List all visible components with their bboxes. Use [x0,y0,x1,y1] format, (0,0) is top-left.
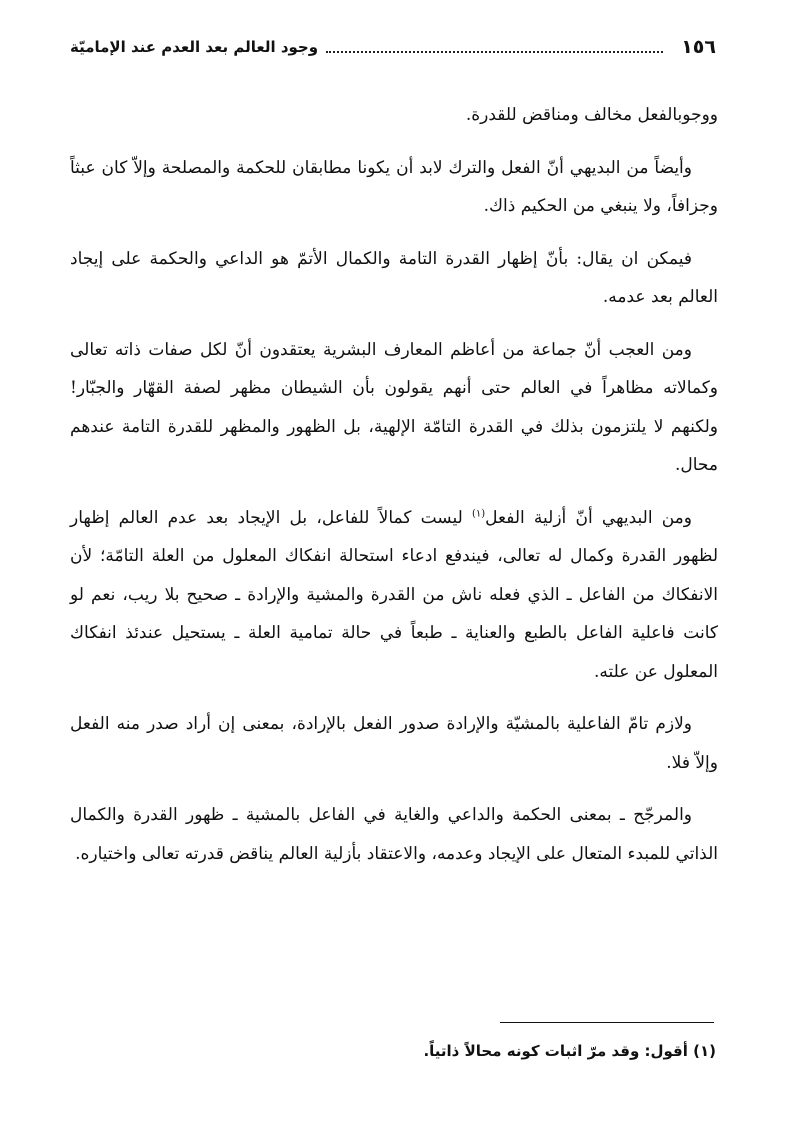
header-dot-leader [326,41,663,53]
paragraph-2: وأيضاً من البديهي أنّ الفعل والترك لابد أن يكونا مطابقان للحكمة والمصلحة وإلاّ كان عبثاً وجزافاً، ولا ينبغي من الحكيم ذاك. [70,157,718,216]
footnote [70,1038,716,1064]
page-number: ١٥٦ [681,36,716,58]
paragraph-3: فيمكن ان يقال: بأنّ إظهار القدرة التامة والكمال الأتمّ هو الداعي والحكمة على إيجاد العالم بعد عدمه. [70,248,718,307]
paragraph-7: والمرجّح ـ بمعنى الحكمة والداعي والغاية في الفاعل بالمشية ـ ظهور القدرة والكمال الذاتي للمبدء المتعال على الإيجاد وعدمه، والاعتقاد بأزلية العالم يناقض قدرته تعالى واختياره. [70,805,718,864]
paragraph-6: ولازم تامّ الفاعلية بالمشيّة والإرادة صدور الفعل بالإرادة، بمعنى إن أراد صدر منه الفعل وإلاّ فلا. [70,714,718,773]
paragraph-4: ومن العجب أنّ جماعة من أعاظم المعارف البشرية يعتقدون أنّ لكل صفات ذاته تعالى وكمالاته مظاهراً في العالم حتى أنهم يقولون بأن الشيطان مظهر لصفة القهّار والجبّار! ولكنهم لا يلتزمون بذلك في القدرة التامّة الإلهية، بل الظهور والمظهر للقدرة التامة عندهم محال. [70,339,718,475]
footnote-number: (١) [693,1042,716,1060]
paragraph-5-start: ومن البديهي أنّ أزلية الفعل [485,507,693,528]
paragraph-1: ووجوبالفعل مخالف ومناقض للقدرة. [465,105,718,125]
paragraph-5 [70,499,718,692]
paragraph-5-end: العالم إظهار لظهور القدرة وكمال له تعالى، فيندفع ادعاء استحالة انفكاك المعلول من العلة التامّة؛ لأن الانفكاك من الفاعل ـ الذي فعله ناش من القدرة والمشية والإرادة ـ صحيح بلا ريب، نعم لو كانت فاعلية الفاعل بالطبع والعناية ـ طبعاً في حالة تمامية العلة ـ يستحيل عندئذ انفكاك المعلول عن علته. [70,507,718,682]
paragraph-5-mid: ليست كمالاً للفاعل، بل الإيجاد بعد عدم [167,507,472,528]
running-title: وجود العالم بعد العدم عند الإماميّة [70,38,319,56]
footnote-text: أقول: وقد مرّ اثبات كونه محالاً ذاتياً. [423,1042,688,1060]
page-header [70,34,716,60]
footnote-marker[interactable]: (١) [471,507,486,519]
footnote-separator [500,1022,714,1023]
main-text [70,96,718,887]
